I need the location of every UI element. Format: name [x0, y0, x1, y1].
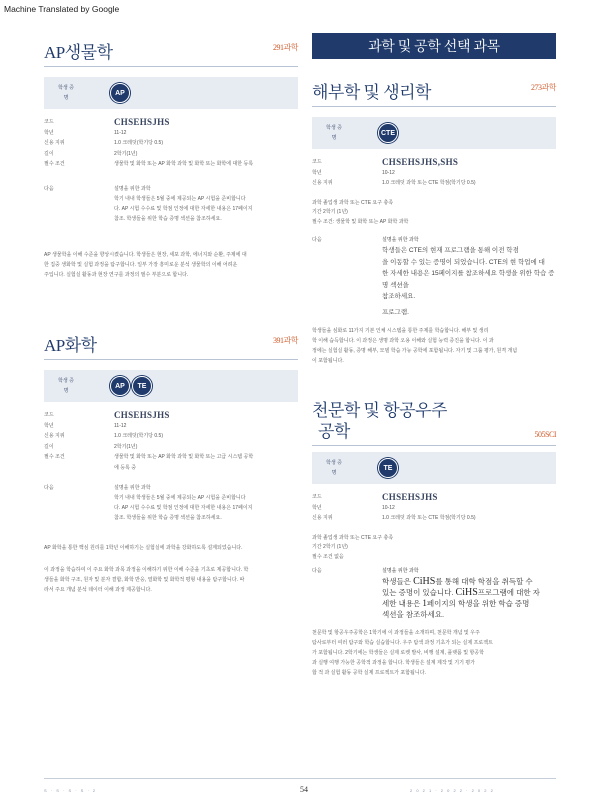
- desc-line: 설명을 위한 과학: [114, 185, 151, 192]
- credential-band: [312, 452, 556, 484]
- para-line: 탐사로부터 여러 탐구와 학습 실습합니다. 우주 탐색 과정 기초가 되는 실제 프로젝트: [312, 640, 493, 646]
- note-line: 과학 졸업생 과학 또는 CTE 요구 충족: [312, 199, 394, 206]
- course-anatomy-physiology: [312, 78, 556, 366]
- meta-row: [44, 159, 298, 170]
- meta-row: [44, 410, 298, 421]
- meta-value: 1.0 크레딧(학기당 0.5): [114, 433, 163, 439]
- course-title: [44, 331, 298, 356]
- note-line: 과학 졸업생 과학 또는 CTE 요구 충족: [312, 534, 394, 541]
- desc-text: [114, 483, 298, 523]
- desc-line: 참조하세요.: [382, 293, 416, 300]
- desc-line: [382, 598, 556, 609]
- note-line: 필수 조건 없음: [312, 553, 344, 560]
- meta-value: CHSEHSJHS: [114, 117, 170, 127]
- course-code: 291과학: [273, 43, 298, 52]
- desc-line: 학생들은 CTE의 현재 프로그램을 통해 이전 학점: [382, 247, 519, 254]
- credential-band: [44, 370, 298, 402]
- meta-row: [312, 157, 556, 168]
- desc-fragment: CiHS: [413, 576, 436, 587]
- desc-line: [382, 576, 556, 587]
- meta-key: 학년: [44, 422, 54, 429]
- desc-line: 설명을 위한 과학: [382, 237, 419, 243]
- para-line: 한 집중 생화학 및 실험 과정을 탐구합니다. 일부 가장 흥미로운 분석 생물학의 이해 어려운: [44, 261, 238, 268]
- meta-key: 코드: [312, 494, 322, 500]
- para-line: 과 실행 여행 가능한 공학적 과정을 합니다. 학생들은 설계 제작 및 기기 평가: [312, 660, 475, 666]
- course-title-text: AP화학: [44, 336, 97, 355]
- meta-value: 2학기(1년): [114, 150, 138, 157]
- footer-left: S · S · S · S · 2: [44, 788, 97, 793]
- credential-band: [312, 117, 556, 149]
- course-title: [312, 400, 556, 442]
- band-label: 학생 증명: [326, 460, 342, 476]
- meta-value: 1.0 크레딧 과학 또는 CTE 학점(학기당 0.5): [382, 180, 476, 186]
- meta-key: 학년: [312, 169, 322, 176]
- course-title: [44, 38, 298, 63]
- desc-text: [114, 184, 298, 224]
- para-line: 정에는 실험실 활동, 증명 해부, 모델 학습 가능 공학에 포함됩니다. 자기 및 그룹 평가, 원격 개념: [312, 348, 518, 354]
- course-paragraph: [312, 628, 556, 678]
- desc-fragment: 세한 내용은: [382, 599, 423, 608]
- footer-right: 2 0 2 1 · 2 0 2 2 · 2 0 2 2: [410, 788, 495, 793]
- meta-value-line: 에 등록 중: [114, 464, 137, 471]
- meta-value: CHSEHSJHS: [114, 410, 170, 420]
- desc-line: 설명을 위한 과학: [114, 485, 151, 491]
- meta-row: [44, 128, 298, 139]
- note-line: 기간 2학기 (1년): [312, 544, 348, 550]
- meta-key: 신용 지위: [312, 515, 333, 521]
- meta-value: 2학기(1년): [114, 443, 138, 450]
- meta-key: 학년: [44, 129, 54, 136]
- meta-value: CHSEHSJHS,SHS: [382, 157, 459, 167]
- para-line: 라서 주요 개념 분석 데이터 이해 과정 제공합니다.: [44, 587, 152, 593]
- desc-line: 학기 내내 학생들은 5월 중에 제공되는 AP 시험을 준비합니다: [114, 495, 246, 501]
- course-paragraph: AP 화학을 통한 핵심 원리를 1학년 이해하기는 실험실에 과학을 강화하도록 설계되었습니다.: [44, 545, 243, 551]
- meta-value: 1.0 크레딧 과학 또는 CTE 학점(학기당 0.5): [382, 515, 476, 521]
- para-line: 학 이해 습득합니다. 이 과정은 생명 과학 오용 이해와 실험 능력 증진을 합니다. 이 과: [312, 338, 494, 344]
- desc-fragment: 1: [422, 598, 427, 608]
- course-notes: [312, 534, 556, 563]
- ap-badge-icon: AP: [110, 376, 130, 396]
- desc-key: 다음: [312, 237, 322, 243]
- note-line: 기간 2학기 (1년): [312, 209, 348, 215]
- meta-value: 10-12: [382, 504, 395, 511]
- course-paragraph: [44, 565, 298, 595]
- desc-line: 다. AP 시험 수수료 및 학점 인정에 대한 자세한 내용은 17페이지: [114, 505, 253, 511]
- meta-row: [44, 117, 298, 128]
- title-divider: [44, 66, 298, 67]
- desc-line: [382, 587, 556, 598]
- course-title-text: AP생물학: [44, 43, 113, 62]
- desc-line: 설명을 위한 과학: [382, 568, 419, 574]
- desc-text: [382, 235, 556, 318]
- course-code: 273과학: [531, 83, 556, 92]
- section-header: 과학 및 공학 선택 과목: [312, 33, 556, 59]
- meta-key: 코드: [312, 159, 322, 165]
- meta-key: 학년: [312, 504, 322, 511]
- page-number: 54: [300, 785, 308, 794]
- course-meta: [312, 492, 556, 524]
- ap-badge-icon: AP: [110, 83, 130, 103]
- machine-translated-banner: Machine Translated by Google: [4, 4, 120, 14]
- desc-line: 을 이동할 수 있는 증명이 되었습니다. CTE의 현 학업에 대: [382, 258, 545, 266]
- title-divider: [312, 445, 556, 446]
- para-line: AP 생물학을 이해 수준을 향상시켰습니다. 학생들은 현장, 세포 과학, 에너지와 순환, 주제에 대: [44, 251, 247, 258]
- desc-fragment: 학생들은: [382, 577, 414, 586]
- course-title: [312, 78, 556, 103]
- meta-row: [44, 138, 298, 149]
- para-line: 이 과정을 학습하여 이 주요 화학 과목 과정을 이해하기 위한 이해 수준을 기초로 제공합니다. 학: [44, 567, 249, 573]
- meta-value: 11-12: [114, 129, 127, 136]
- course-description: [44, 184, 298, 224]
- meta-key: 필수 조건: [44, 161, 65, 167]
- te-badge-icon: TE: [378, 458, 398, 478]
- title-divider: [44, 359, 298, 360]
- te-badge-icon: TE: [132, 376, 152, 396]
- title-divider: [312, 106, 556, 107]
- desc-line: 참조. 학생들을 위한 학습 증명 섹션을 참조하세요.: [114, 215, 222, 222]
- meta-row: [44, 421, 298, 432]
- desc-line: 참조. 학생들을 위한 학습 증명 섹션을 참조하세요.: [114, 515, 222, 521]
- course-description: [44, 483, 298, 523]
- course-code: 391과학: [273, 336, 298, 345]
- note-line: 필수 조건: 생물학 및 화학 또는 AP 화학 과학: [312, 218, 409, 225]
- desc-fragment: 페이지의 학생을 위한 학습 증명: [426, 599, 530, 608]
- meta-value-line: 생물학 및 화학 또는 AP 화학 과학 및 화학 또는 고급 시스템 공학: [114, 454, 254, 460]
- band-label: 학생 증명: [58, 378, 74, 394]
- meta-value: [114, 452, 298, 473]
- para-line: 가 포함됩니다. 2학기에는 학생들은 실제 로켓 발사, 비행 설계, 플랫폼 및 항공학: [312, 650, 484, 656]
- para-line: 천문학 및 항공우주공학은 1학기에 이 과정들을 소개하며, 천문학 개념 및 우주: [312, 630, 480, 636]
- meta-key: 길이: [44, 443, 54, 450]
- meta-key: 필수 조건: [44, 454, 65, 460]
- meta-key: 신용 지위: [44, 140, 65, 146]
- meta-key: 코드: [44, 412, 54, 418]
- course-meta: [44, 117, 298, 170]
- meta-row: [312, 492, 556, 503]
- meta-row: [312, 178, 556, 189]
- meta-row: [44, 452, 298, 473]
- desc-line: 한 자세한 내용은 15페이지를 참조하세요 학생을 위한 학습 증명 섹션을: [382, 270, 555, 289]
- para-line: 이 포함됩니다.: [312, 358, 344, 364]
- meta-value: CHSEHSJHS: [382, 492, 438, 502]
- para-line: 주입니다. 실험실 활동과 현장 연구를 과정의 필수 부분으로 합니다.: [44, 271, 189, 278]
- meta-key: 신용 지위: [312, 180, 333, 186]
- course-meta: [312, 157, 556, 189]
- desc-line: 학기 내내 학생들은 5월 중에 제공되는 AP 시험을 준비합니다: [114, 195, 246, 202]
- meta-key: 코드: [44, 119, 54, 125]
- course-description: [312, 235, 556, 318]
- meta-key: 길이: [44, 150, 54, 157]
- desc-text: [382, 566, 556, 620]
- meta-row: [312, 168, 556, 179]
- course-title-line: 천문학 및 항공우주: [312, 401, 447, 420]
- desc-key: 다음: [44, 185, 54, 192]
- desc-key: 다음: [312, 568, 322, 574]
- footer-divider: [44, 778, 556, 779]
- course-title-line: 공학: [318, 422, 350, 441]
- para-line: 합 적 과 실험 활동 공학 실제 프로젝트가 포함됩니다.: [312, 670, 426, 676]
- desc-fragment: 프로그램에 대한 자: [477, 588, 540, 597]
- course-ap-biology: [44, 38, 298, 280]
- course-ap-chemistry: [44, 331, 298, 595]
- desc-fragment: 있는 증명이 있습니다.: [382, 588, 456, 597]
- band-label: 학생 증명: [58, 85, 74, 101]
- meta-value: 11-12: [114, 422, 127, 429]
- desc-line: 다. AP 시험 수수료 및 학점 인정에 대한 자세한 내용은 17페이지: [114, 205, 253, 212]
- band-label: 학생 증명: [326, 125, 342, 141]
- para-line: 생들을 화학 구조, 원자 및 분자 결합, 화학 반응, 열화학 및 화학적 평형 내용을 탐구합니다. 따: [44, 577, 245, 583]
- meta-row: [44, 431, 298, 442]
- course-code: 505SCI: [534, 430, 556, 439]
- para-line: 학생들을 심화로 11가지 기본 인체 시스템을 통한 주제를 학습합니다. 해부 및 생리: [312, 328, 489, 334]
- meta-row: [312, 513, 556, 524]
- meta-row: [44, 149, 298, 160]
- credential-band: [44, 77, 298, 109]
- course-paragraph: [312, 326, 556, 366]
- desc-fragment: 를 통해 대학 학점을 취득할 수: [435, 577, 533, 586]
- course-paragraph: [44, 250, 298, 280]
- course-description: [312, 566, 556, 620]
- course-meta: [44, 410, 298, 473]
- meta-row: [312, 503, 556, 514]
- meta-row: [44, 442, 298, 453]
- course-astronomy-aerospace: [312, 400, 556, 678]
- course-title-text: 해부학 및 생리학: [312, 83, 431, 102]
- desc-fragment: CiHS: [455, 587, 478, 598]
- meta-value: 생물학 및 화학 또는 AP 화학 과학 및 화학 또는 화학에 대한 등록: [114, 161, 254, 167]
- desc-key: 다음: [44, 485, 54, 491]
- meta-value: 1.0 크레딧(학기당 0.5): [114, 140, 163, 146]
- desc-line: 섹션을 참조하세요.: [382, 610, 445, 619]
- course-notes: [312, 199, 556, 228]
- meta-value: 10-12: [382, 169, 395, 176]
- desc-line: 프로그램.: [382, 308, 409, 316]
- cte-badge-icon: CTE: [378, 123, 398, 143]
- meta-key: 신용 지위: [44, 433, 65, 439]
